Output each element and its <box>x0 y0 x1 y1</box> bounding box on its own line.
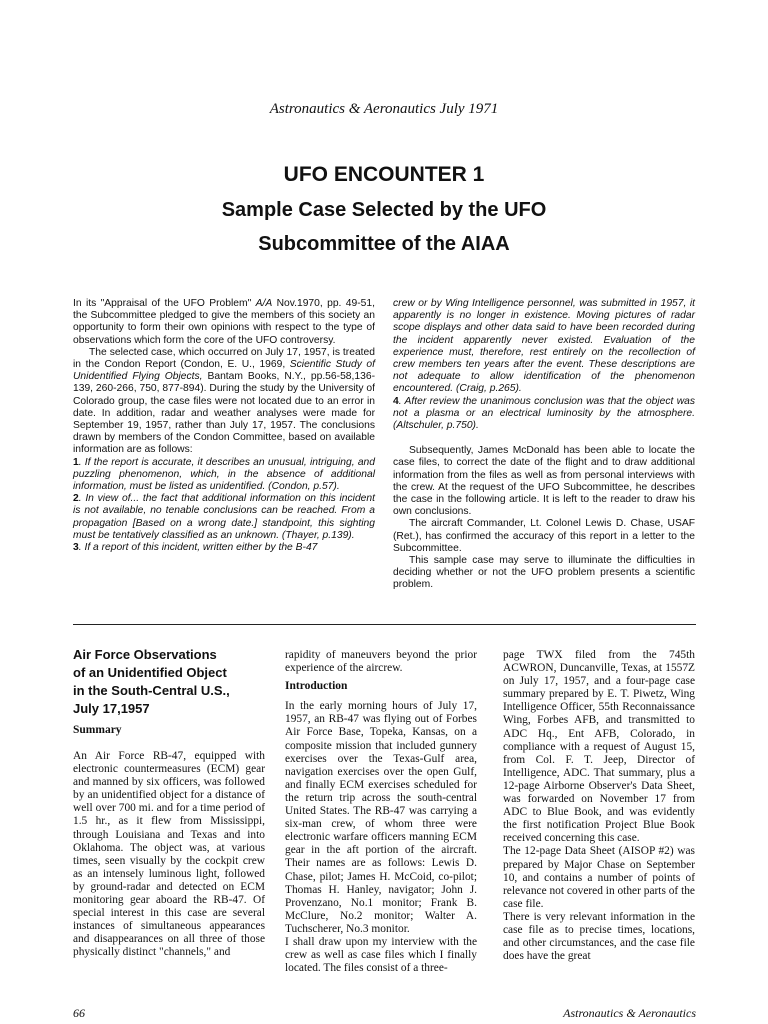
article-heading-line-3: in the South-Central U.S., <box>73 683 230 698</box>
article-column-3 <box>503 649 695 963</box>
title-line-1: UFO ENCOUNTER 1 <box>283 163 485 186</box>
summary-continued: rapidity of maneuvers beyond the prior experience of the aircrew. <box>285 649 477 675</box>
introduction-paragraph-1: In the early morning hours of July 17, 1957, an RB-47 was flying out of Forbes Air Force Base, Topeka, Kansas, on a composite mission that included gunnery exercises over the Texas-Gulf area, navigation exercises over the open Gulf, and finally ECM exercises scheduled for the return trip across the south-central United States. The RB-47 was carrying a six-man crew, of whom three were electronic warfare officers manning ECM gear in the aft portion of the aircraft. Their names are as follows: Lewis D. Chase, pilot; James H. McCoid, co-pilot; Thomas H. Hanley, navigator; John J. Provenzano, No.1 monitor; Frank B. McClure, No.2 monitor; Walter A. Tuchscherer, No.3 monitor. <box>285 700 477 935</box>
title-line-2: Sample Case Selected by the UFO <box>221 199 547 221</box>
article-column-1 <box>73 750 265 960</box>
intro-p1-journal-abbrev: A/A <box>255 298 273 309</box>
intro-p1-text: In its "Appraisal of the UFO Problem" <box>73 298 256 309</box>
conclusion-1-number: 1 <box>73 456 79 468</box>
conclusion-4 <box>393 396 695 433</box>
summary-heading: Summary <box>73 724 122 736</box>
conclusion-1-text: . If the report is accurate, it describes an unusual, intriguing, and puzzling phenomenon, which, in the absence of additional information, must be listed as unidentified. (Condon, p.57). <box>73 456 375 493</box>
intro-column-left <box>73 298 375 554</box>
journal-header: Astronautics & Aeronautics July 1971 <box>269 101 499 117</box>
intro-p2-book-title: Scientific Study of Unidentified Flying Objects, <box>73 359 375 383</box>
conclusion-2-number: 2 <box>73 493 79 505</box>
intro-paragraph-3: Subsequently, James McDonald has been able to locate the case files, to correct the date of the flight and to draw additional information from the files as well as from personal interviews with the crew. At the request of the UFO Subcommittee, he describes the case in the following article. It is left to the reader to draw his own conclusions. <box>393 445 695 518</box>
conclusion-4-number: 4 <box>393 395 399 407</box>
conclusion-3 <box>73 542 375 554</box>
conclusion-2 <box>73 493 375 542</box>
article-column-2 <box>285 649 477 975</box>
article-heading-line-4: July 17,1957 <box>73 701 150 716</box>
intro-p2-text-cont: Bantam Books, N.Y., pp.56-58,136-139, 260-266, 750, 877-894). During the study by the University of Colorado group, the case files were not located due to an error in date. In addition, radar and weather analyses were made for September 19, 1957, rather than July 17, 1957. The conclusions drawn by members of the Condon Committee, based on available information are as follows: <box>73 371 375 456</box>
article-heading-line-2: of an Unidentified Object <box>73 665 227 680</box>
conclusion-3-number: 3 <box>73 542 79 554</box>
intro-paragraph-2 <box>73 347 375 457</box>
conclusion-4-text: . After review the unanimous conclusion was that the object was not a plasma or an electrical luminosity by the atmosphere. (Altschuler, p.750). <box>393 395 695 432</box>
introduction-paragraph-2: I shall draw upon my interview with the crew as well as case files which I finally located. The files consist of a three- <box>285 935 477 975</box>
title-line-3: Subcommittee of the AIAA <box>258 233 510 255</box>
intro-paragraph-5: This sample case may serve to illuminate the difficulties in deciding whether or not the UFO problem presents a scientific problem. <box>393 555 695 591</box>
conclusion-2-text: . In view of... the fact that additional information on this incident is not available, no tenable conclusions can be reached. From a propagation [Based on a wrong date.] standpoint, this sighting must be tentatively classified as an unknown. (Thayer, p.139). <box>73 493 375 541</box>
column-3-paragraph-1: page TWX filed from the 745th ACWRON, Duncanville, Texas, at 1557Z on July 17, 1957, and a four-page case summary prepared by E. T. Piwetz, Wing Intelligence Officer, 55th Reconnaissance Wing, Forbes AFB, and transmitted to ADC Hq., Ent AFB, Colorado, in compliance with a request of August 15, from Col. F. T. Jeep, Director of Intelligence, ADC. That summary, plus a 12-page Airborne Observer's Data Sheet, was forwarded on November 17 from ADC to Blue Book, and was evidently the first notification Project Blue Book received concerning this case. <box>503 649 695 845</box>
page-number: 66 <box>73 1006 85 1020</box>
intro-p2-text: The selected case, which occurred on July 17, 1957, is treated in the Condon Report (Condon, E. U., 1969, <box>73 346 375 371</box>
conclusion-3-text: . If a report of this incident, written either by the B-47 <box>78 542 318 554</box>
conclusion-1 <box>73 457 375 494</box>
conclusion-3-continued: crew or by Wing Intelligence personnel, was submitted in 1957, it apparently is no longer in existence. Moving pictures of radar scope displays and other data said to have been recorded during the incident apparently never existed. Evaluation of the experience must, therefore, rest entirely on the recollection of crew members ten years after the event. These descriptions are not adequate to allow identification of the phenomenon encountered. (Craig, p.265). <box>393 298 695 395</box>
column-3-paragraph-2: The 12-page Data Sheet (AISOP #2) was prepared by Major Chase on September 10, and contains a number of points of relevance not covered in other parts of the case file. <box>503 845 695 910</box>
intro-paragraph-4: The aircraft Commander, Lt. Colonel Lewis D. Chase, USAF (Ret.), has confirmed the accuracy of this report in a letter to the Subcommittee. <box>393 518 695 554</box>
intro-column-right <box>393 298 695 592</box>
article-heading-line-1: Air Force Observations <box>73 647 217 662</box>
summary-paragraph: An Air Force RB-47, equipped with electronic countermeasures (ECM) gear and manned by six officers, was followed by an unidentified object for a distance of well over 700 mi. and for a time period of 1.5 hr., as it flew from Mississippi, through Louisiana and Texas and into Oklahoma. The object was, at various times, seen visually by the cockpit crew as an intensely luminous light, followed by ground-radar and detected on ECM monitoring gear aboard the RB-47. Of special interest in this case are several instances of simultaneous appearances and disappearances on all three of those physically distinct "channels," and <box>73 750 265 959</box>
introduction-heading: Introduction <box>285 680 348 693</box>
intro-p1-text-cont: Nov.1970, pp. 49-51, the Subcommittee pledged to give the members of this society an opportunity to form their own opinions with respect to the type of observations which form the core of the UFO controversy. <box>73 298 375 346</box>
article-heading <box>73 646 269 718</box>
column-3-paragraph-3: There is very relevant information in the case file as to precise times, locations, and other circumstances, and the case file does have the great <box>503 910 695 963</box>
intro-paragraph-1 <box>73 298 375 347</box>
section-divider <box>73 624 696 625</box>
footer-journal-name: Astronautics & Aeronautics <box>563 1006 696 1020</box>
